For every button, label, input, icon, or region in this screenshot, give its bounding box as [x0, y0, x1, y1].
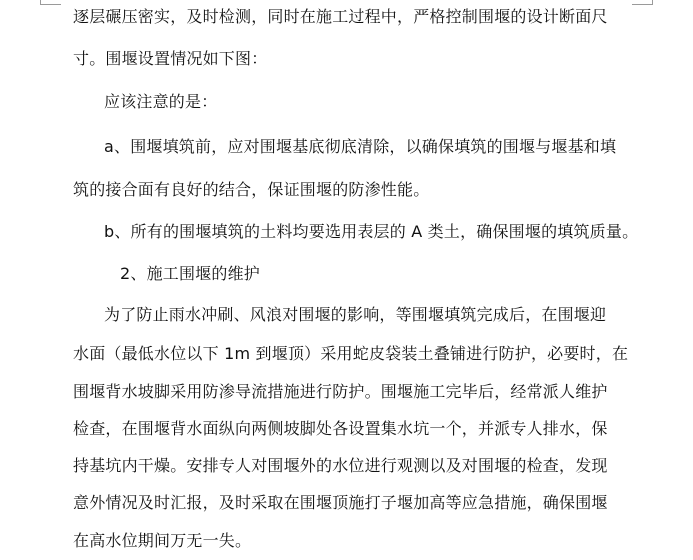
body-text-line: 水面（最低水位以下 1m 到堰顶）采用蛇皮袋装土叠铺进行防护，必要时，在: [73, 344, 629, 363]
section-note-heading: 应该注意的是：: [104, 92, 218, 111]
body-text-line: 意外情况及时汇报，及时采取在围堰顶施打子堰加高等应急措施，确保围堰: [73, 493, 608, 512]
section-heading-maintenance: 2、施工围堰的维护: [120, 264, 260, 283]
body-text-line: 逐层碾压密实，及时检测，同时在施工过程中，严格控制围堰的设计断面尺: [73, 7, 608, 26]
page-corner-mark-left: [40, 0, 61, 5]
body-text-line: 检查，在围堰背水面纵向两侧坡脚处各设置集水坑一个，并派专人排水，保: [73, 419, 608, 438]
list-item-a-line: a、围堰填筑前，应对围堰基底彻底清除，以确保填筑的围堰与堰基和填: [104, 137, 617, 156]
body-text-line: 为了防止雨水冲刷、风浪对围堰的影响，等围堰填筑完成后，在围堰迎: [104, 305, 607, 324]
body-text-line: 寸。围堰设置情况如下图：: [73, 49, 268, 68]
list-item-b-line: b、所有的围堰填筑的土料均要选用表层的 A 类土，确保围堰的填筑质量。: [104, 222, 639, 241]
body-text-line: 围堰背水坡脚采用防渗导流措施进行防护。围堰施工完毕后，经常派人维护: [73, 382, 608, 401]
body-text-line: 持基坑内干燥。安排专人对围堰外的水位进行观测以及对围堰的检查，发现: [73, 456, 608, 475]
page-corner-mark-right: [632, 0, 653, 5]
list-item-a-line: 筑的接合面有良好的结合，保证围堰的防渗性能。: [73, 180, 430, 199]
body-text-line: 在高水位期间万无一失。: [73, 531, 252, 550]
